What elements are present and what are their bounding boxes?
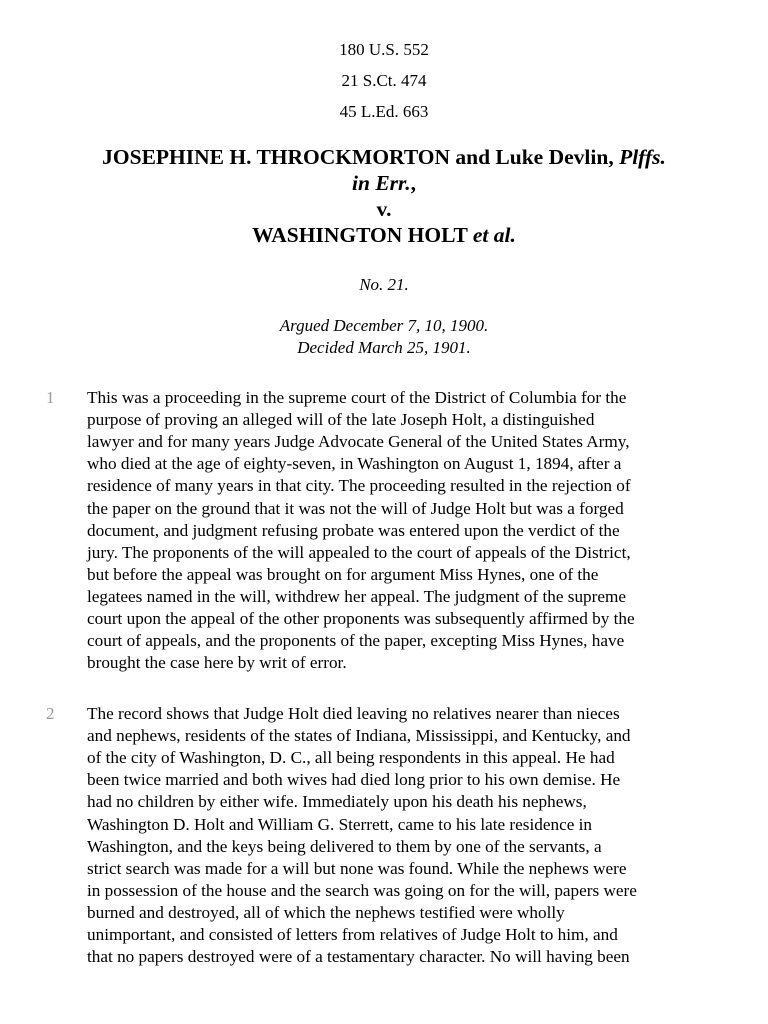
paragraph-text-line: of the city of Washington, D. C., all being respondents in this appeal. He had [87,748,615,768]
paragraph-text-line: legatees named in the will, withdrew her appeal. The judgment of the supreme [87,586,627,606]
plaintiffs-names: JOSEPHINE H. THROCKMORTON and Luke Devlin, [102,145,620,169]
paragraph-text-line: but before the appeal was brought on for argument Miss Hynes, one of the [87,564,599,584]
paragraph-text-line: court upon the appeal of the other proponents was subsequently affirmed by the [87,609,635,628]
case-title-comma: , [410,171,416,195]
case-title-line-4 [40,222,728,248]
paragraph-text-line: jury. The proponents of the will appealed to the court of appeals of the District, [87,542,631,562]
defendants-names: WASHINGTON HOLT [252,223,473,247]
plaintiffs-designation-cont: in Err. [352,171,411,195]
versus: v. [376,197,392,221]
paragraph-text-line: This was a proceeding in the supreme court of the District of Columbia for the [87,388,627,407]
paragraph-number: 2 [46,704,55,723]
paragraph-text-line: brought the case here by writ of error. [87,653,347,673]
paragraph-text-line: residence of many years in that city. The proceeding resulted in the rejection of [87,476,631,496]
paragraph-text-line: that no papers destroyed were of a testamentary character. No will having been [87,947,630,967]
citation-led: 45 L.Ed. 663 [339,102,429,121]
paragraph-text-line: and nephews, residents of the states of Indiana, Mississippi, and Kentucky, and [87,726,631,746]
citation-sct: 21 S.Ct. 474 [341,71,427,90]
case-title-line-2 [40,170,728,196]
paragraph-text-line: document, and judgment refusing probate was entered upon the verdict of the [87,520,620,540]
paragraph-text-line: unimportant, and consisted of letters from relatives of Judge Holt to him, and [87,925,618,944]
citation-us: 180 U.S. 552 [339,40,429,59]
case-title [40,144,728,248]
paragraph-text-line: strict search was made for a will but none was found. While the nephews were [87,858,627,878]
plaintiffs-designation: Plffs. [619,145,666,169]
paragraph-text-line: been twice married and both wives had died long prior to his own demise. He [87,770,621,790]
paragraph-text-line: purpose of proving an alleged will of the late Joseph Holt, a distinguished [87,410,595,430]
argued-date: Argued December 7, 10, 1900. [279,316,489,335]
paragraph-text-line: Washington D. Holt and William G. Sterrett, came to his late residence in [87,814,592,834]
paragraph-number: 1 [46,388,55,407]
docket-number: No. 21. [359,275,409,294]
paragraph-text-line: burned and destroyed, all of which the nephews testified were wholly [87,902,565,922]
paragraph-text-line: in possession of the house and the search was going on for the will, papers were [87,880,637,900]
case-title-line-1 [40,144,728,170]
paragraph-text-line: Washington, and the keys being delivered to them by one of the servants, a [87,836,602,856]
citations [0,34,768,127]
paragraph-text-line: court of appeals, and the proponents of the paper, excepting Miss Hynes, have [87,631,625,651]
defendants-designation: et al. [472,223,516,247]
decided-date: Decided March 25, 1901. [297,338,471,357]
paragraph-text-line: had no children by either wife. Immediately upon his death his nephews, [87,792,587,812]
paragraph-text-line: the paper on the ground that it was not the will of Judge Holt but was a forged [87,498,624,518]
paragraph-text-line: who died at the age of eighty-seven, in Washington on August 1, 1894, after a [87,454,622,474]
paragraph-text-line: lawyer and for many years Judge Advocate General of the United States Army, [87,432,630,452]
paragraph-text-line: The record shows that Judge Holt died leaving no relatives nearer than nieces [87,704,620,723]
case-dates [0,315,768,359]
